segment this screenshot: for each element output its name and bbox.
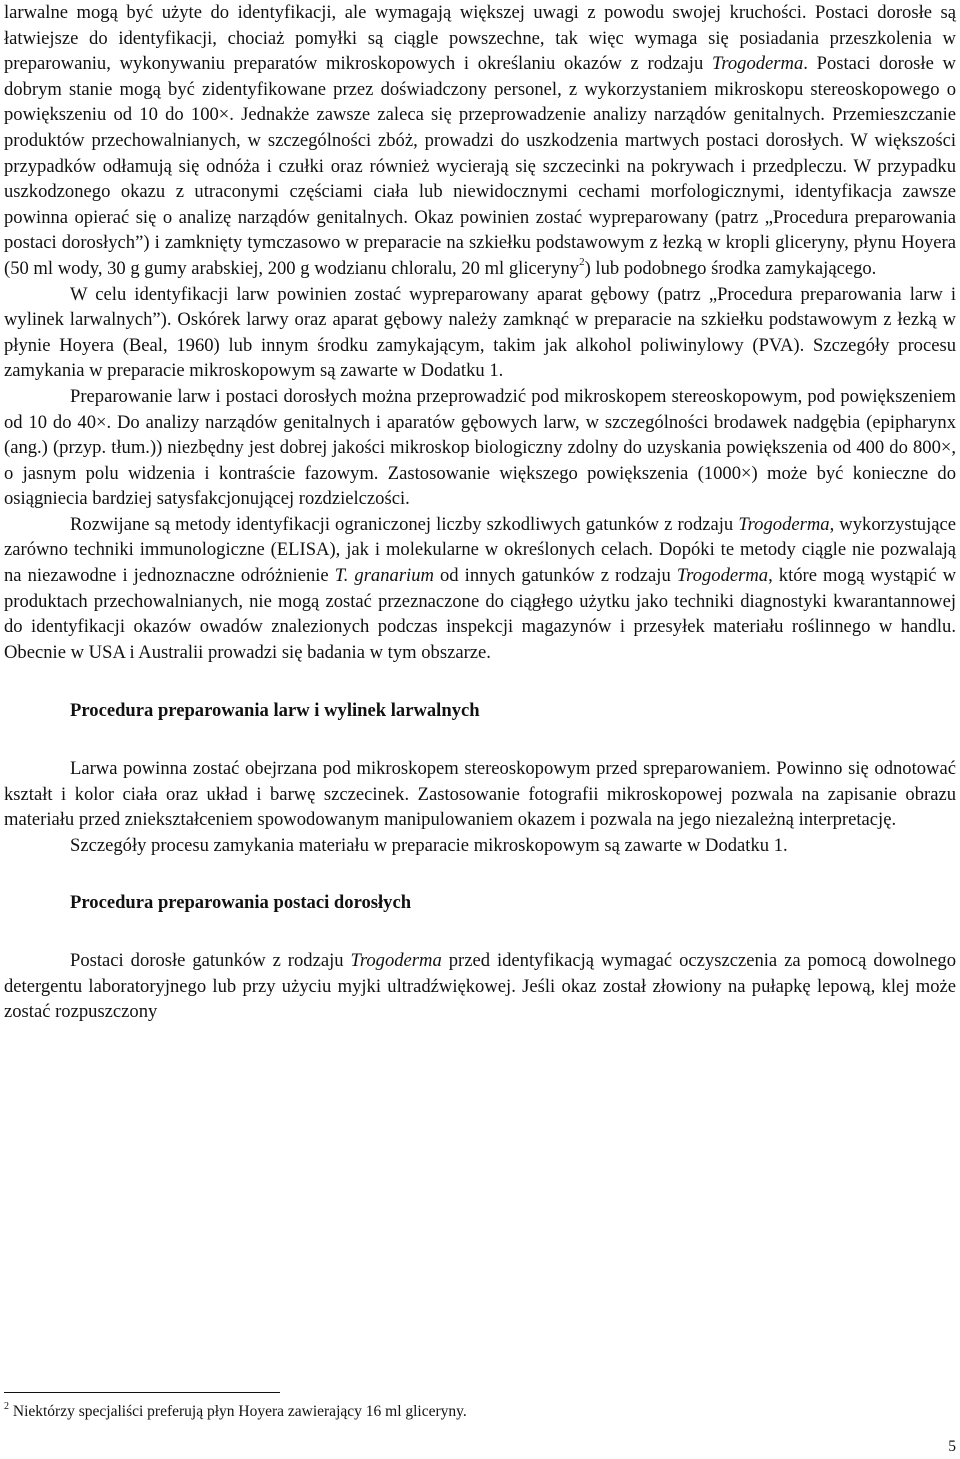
paragraph-methods-development bbox=[4, 512, 956, 666]
footnote-number: 2 bbox=[4, 1400, 9, 1412]
text-span: Rozwijane są metody identyfikacji ograniczonej liczby szkodliwych gatunków z rodzaju bbox=[70, 513, 739, 535]
text-span: , wykorzystujące zarówno techniki immunologiczne (ELISA), jak i molekularne w określonych celach. Dopóki te metody ciągle nie pozwalają na niezawodne i jednoznaczne odróżnienie bbox=[4, 513, 956, 587]
spacer bbox=[4, 916, 956, 948]
species-name: T. granarium bbox=[334, 565, 434, 587]
document-page bbox=[4, 0, 956, 1025]
spacer bbox=[4, 665, 956, 698]
text-span: od innych gatunków z rodzaju bbox=[433, 565, 677, 587]
text-span: ) lub podobnego środka zamykającego. bbox=[584, 257, 877, 279]
genus-name: Trogoderma bbox=[738, 513, 830, 535]
genus-name: Trogoderma bbox=[350, 950, 442, 971]
spacer bbox=[4, 724, 956, 756]
text-span: przed identyfikacją wymagać oczyszczenia za pomocą dowolnego detergentu laboratoryjnego lub przy użyciu myjki ultradźwiękowej. Jeśli okaz został złowiony na pułapkę lepową, klej może zostać rozpuszczony bbox=[4, 950, 956, 1023]
section-heading-adults: Procedura preparowania postaci dorosłych bbox=[70, 892, 412, 914]
paragraph-larva-observation: Larwa powinna zostać obejrzana pod mikroskopem stereoskopowym przed spreparowaniem. Powinno się odnotować kształt i kolor ciała oraz układ i barwę szczecinek. Zastosowanie fotografii mikroskopowej pozwala na zapisanie obrazu materiału przed zniekształceniem spowodowanym manipulowaniem okazem i pozwala na jego niezależną interpretację. bbox=[4, 758, 956, 831]
section-heading-larvae: Procedura preparowania larw i wylinek larwalnych bbox=[70, 700, 480, 722]
genus-name: Trogoderma bbox=[712, 53, 804, 75]
paragraph-larvae-identification: W celu identyfikacji larw powinien zostać wypreparowany aparat gębowy (patrz „Procedura preparowania larw i wylinek larwalnych”). Oskórek larwy oraz aparat gębowy należy zamknąć w preparacie na szkiełku podstawowym z łezką w płynie Hoyera (Beal, 1960) lub innym środku zamykającym, takim jak alkohol poliwinylowy (PVA). Szczegóły procesu zamykania w preparacie mikroskopowym są zawarte w Dodatku 1. bbox=[4, 283, 956, 382]
text-span: . Postaci dorosłe w dobrym stanie mogą być zidentyfikowane przez doświadczony personel, z wykorzystaniem mikroskopu stereoskopowego o powiększeniu od 10 do 100×. Jednakże zawsze zaleca się przeprowadzenie analizy narządów genitalnych. Przemieszczanie produktów przechowalnianych, w szczególności zbóż, prowadzi do uszkodzenia martwych postaci dorosłych. W większości przypadków odłamują się odnóża i czułki oraz również wycierają się szczecinki na pokrywach i przedpleczu. W przypadku uszkodzonego okazu z utraconymi częściami ciała lub niewidocznymi cechami morfologicznymi, identyfikacja zawsze powinna opierać się o analizę narządów genitalnych. Okaz powinien zostać wypreparowany (patrz „Procedura preparowania postaci dorosłych”) i zamknięty tymczasowo w preparacie na szkiełku podstawowym z łezką w kropli gliceryny, płynu Hoyera (50 ml wody, 30 g gumy arabskiej, 200 g wodzianu chloralu, 20 ml gliceryny bbox=[4, 53, 956, 279]
paragraph-microscope-preparation: Preparowanie larw i postaci dorosłych można przeprowadzić pod mikroskopem stereoskopowym, pod powiększeniem od 10 do 40×. Do analizy narządów genitalnych i aparatów gębowych larw, w szczególności brodawek nadgębia (epipharynx (ang.) (przyp. tłum.)) niezbędny jest dobrej jakości mikroskop biologiczny zdolny do uzyskania powiększenia od 400 do 800×, o jasnym polu widzenia i kontraście fazowym. Zastosowanie większego powiększenia (1000×) może być konieczne do osiągniecia bardziej satysfakcjonującej rozdzielczości. bbox=[4, 385, 956, 510]
footnote-divider bbox=[4, 1392, 280, 1393]
footnote-text: Niektórzy specjaliści preferują płyn Hoyera zawierający 16 ml gliceryny. bbox=[9, 1403, 467, 1420]
genus-name: Trogoderma bbox=[676, 565, 769, 587]
footnote bbox=[4, 1402, 944, 1422]
paragraph-adults-identification bbox=[4, 0, 956, 282]
text-span: , które mogą wystąpić w produktach przechowalnianych, nie mogą zostać przeznaczone do ciągłego użytku jako techniki diagnostyki kwarantannowej do identyfikacji okazów owadów znalezionych podczas inspekcji magazynów i przesyłek materiału roślinnego w handlu. Obecnie w USA i Australii prowadzi się badania w tym obszarze. bbox=[4, 565, 957, 663]
paragraph-mounting-details: Szczegóły procesu zamykania materiału w preparacie mikroskopowym są zawarte w Dodatku 1. bbox=[70, 834, 788, 856]
paragraph-adult-cleaning bbox=[4, 948, 956, 1025]
text-span: larwalne mogą być użyte do identyfikacji, ale wymagają większej uwagi z powodu swojej kruchości. Postaci dorosłe są łatwiejsze do identyfikacji, chociaż pomyłki są ciągle powszechne, tak więc wymaga się posiadania przeszkolenia w preparowaniu, wykonywaniu preparatów mikroskopowych i określaniu okazów z rodzaju bbox=[4, 2, 956, 75]
page-number: 5 bbox=[948, 1438, 956, 1455]
spacer bbox=[4, 858, 956, 890]
footnote-reference[interactable]: 2 bbox=[579, 255, 585, 268]
text-span: Postaci dorosłe gatunków z rodzaju bbox=[70, 950, 351, 971]
